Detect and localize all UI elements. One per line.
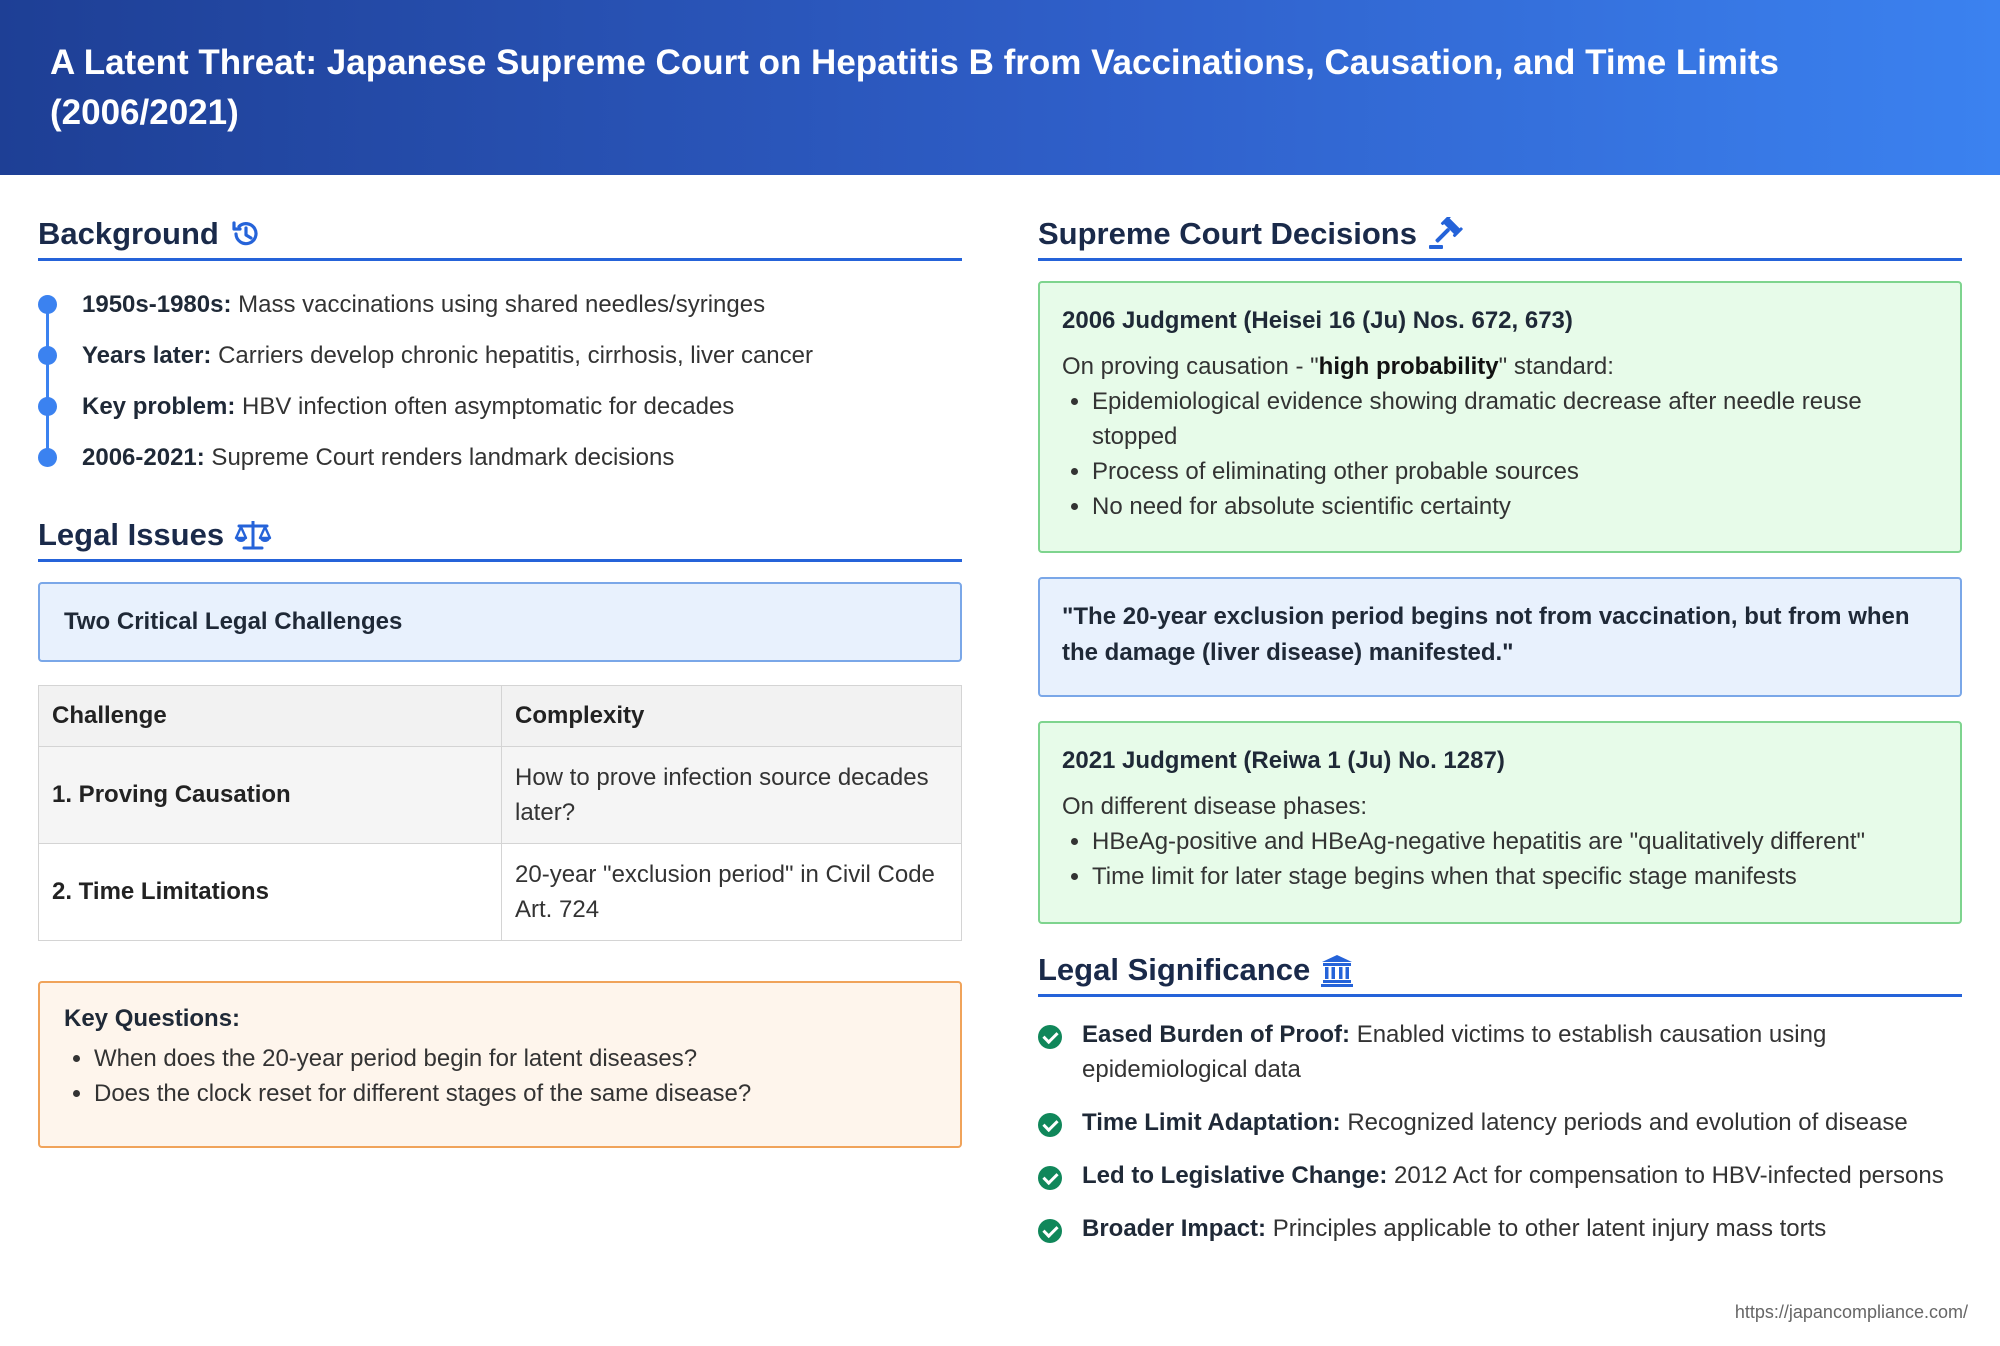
judgment-2006-intro-post: " standard: xyxy=(1498,353,1614,380)
judgment-2006-list xyxy=(1062,384,1938,524)
timeline-item xyxy=(38,381,962,432)
quote-text: "The 20-year exclusion period begins not from vaccination, but from when the damage (liver disease) manifested." xyxy=(1062,603,1910,666)
table-header-challenge: Challenge xyxy=(39,686,502,747)
legal-issues-heading xyxy=(38,513,962,562)
significance-list xyxy=(1038,1017,1962,1246)
judgment-2006-intro-bold: high probability xyxy=(1318,353,1499,380)
table-cell-complexity: 20-year "exclusion period" in Civil Code Art. 724 xyxy=(502,844,962,941)
significance-label: Eased Burden of Proof: xyxy=(1082,1021,1351,1048)
significance-label: Led to Legislative Change: xyxy=(1082,1162,1388,1189)
page-title: A Latent Threat: Japanese Supreme Court on Hepatitis B from Vaccinations, Causation, and Time Limits (2006/2021) xyxy=(50,43,1779,132)
judgment-2006-box xyxy=(1038,281,1962,553)
table-header-row xyxy=(39,686,962,747)
timeline-label: 2006-2021: xyxy=(82,443,205,471)
check-circle-icon xyxy=(1038,1166,1062,1190)
check-circle-icon xyxy=(1038,1219,1062,1243)
timeline-item xyxy=(38,279,962,330)
table-cell-challenge: 2. Time Limitations xyxy=(39,844,502,941)
timeline-text: HBV infection often asymptomatic for decades xyxy=(235,392,735,420)
judgment-2006-title: 2006 Judgment (Heisei 16 (Ju) Nos. 672, 673) xyxy=(1062,307,1573,334)
significance-text: Enabled victims to establish causation using epidemiological data xyxy=(1082,1021,1827,1083)
key-questions-list xyxy=(64,1041,936,1111)
list-item: • Process of eliminating other probable sources xyxy=(1092,454,1938,489)
list-item: • Epidemiological evidence showing dramatic decrease after needle reuse stopped xyxy=(1092,384,1938,454)
page-header xyxy=(0,0,2000,175)
history-icon xyxy=(229,217,263,251)
judgment-2021-title: 2021 Judgment (Reiwa 1 (Ju) No. 1287) xyxy=(1062,747,1505,774)
timeline-label: Key problem: xyxy=(82,392,236,420)
background-heading-text: Background xyxy=(38,216,219,251)
scale-icon xyxy=(234,518,268,552)
background-timeline xyxy=(38,279,962,483)
list-item: • HBeAg-positive and HBeAg-negative hepatitis are "qualitatively different" xyxy=(1092,824,1938,859)
timeline-item xyxy=(38,432,962,483)
timeline-item xyxy=(38,330,962,381)
decisions-heading-text: Supreme Court Decisions xyxy=(1038,216,1417,251)
check-circle-icon xyxy=(1038,1113,1062,1137)
timeline-label: Years later: xyxy=(82,341,212,369)
list-item xyxy=(1038,1211,1962,1246)
background-heading xyxy=(38,212,962,261)
judgment-2021-intro: On different disease phases: xyxy=(1062,793,1368,820)
significance-heading xyxy=(1038,948,1962,997)
list-item: • When does the 20-year period begin for latent diseases? xyxy=(94,1041,936,1076)
table-row xyxy=(39,844,962,941)
key-questions-box xyxy=(38,981,962,1148)
issues-table xyxy=(38,685,962,941)
table-row xyxy=(39,747,962,844)
quote-box xyxy=(1038,577,1962,697)
challenges-box-title: Two Critical Legal Challenges xyxy=(64,608,403,635)
table-cell-challenge: 1. Proving Causation xyxy=(39,747,502,844)
significance-label: Time Limit Adaptation: xyxy=(1082,1109,1341,1136)
list-item: • No need for absolute scientific certainty xyxy=(1092,489,1938,524)
footer-url: https://japancompliance.com/ xyxy=(1734,1302,1968,1322)
judgment-2021-list xyxy=(1062,824,1938,894)
key-questions-title: Key Questions: xyxy=(64,1005,241,1032)
timeline-dot xyxy=(38,346,57,365)
judgment-2006-intro-pre: On proving causation - " xyxy=(1062,353,1319,380)
institution-icon xyxy=(1320,953,1354,987)
right-column xyxy=(1038,212,1962,1246)
list-item: • Does the clock reset for different stages of the same disease? xyxy=(94,1076,936,1111)
significance-heading-text: Legal Significance xyxy=(1038,952,1311,987)
significance-label: Broader Impact: xyxy=(1082,1215,1267,1242)
judgment-2006-intro xyxy=(1062,349,1938,384)
list-item: • Time limit for later stage begins when that specific stage manifests xyxy=(1092,859,1938,894)
decisions-heading xyxy=(1038,212,1962,261)
challenges-box xyxy=(38,582,962,662)
significance-text: 2012 Act for compensation to HBV-infected persons xyxy=(1387,1162,1944,1189)
timeline-dot xyxy=(38,295,57,314)
list-item xyxy=(1038,1017,1962,1087)
timeline-text: Supreme Court renders landmark decisions xyxy=(204,443,675,471)
timeline-text: Mass vaccinations using shared needles/syringes xyxy=(231,290,766,318)
list-item xyxy=(1038,1158,1962,1193)
legal-issues-heading-text: Legal Issues xyxy=(38,517,225,552)
timeline-dot xyxy=(38,448,57,467)
left-column xyxy=(38,212,962,1148)
timeline-dot xyxy=(38,397,57,416)
judgment-2021-box xyxy=(1038,721,1962,924)
list-item xyxy=(1038,1105,1962,1140)
significance-text: Principles applicable to other latent injury mass torts xyxy=(1266,1215,1827,1242)
significance-text: Recognized latency periods and evolution of disease xyxy=(1340,1109,1908,1136)
timeline-text: Carriers develop chronic hepatitis, cirrhosis, liver cancer xyxy=(211,341,813,369)
table-header-complexity: Complexity xyxy=(502,686,962,747)
timeline-label: 1950s-1980s: xyxy=(82,290,232,318)
table-cell-complexity: How to prove infection source decades later? xyxy=(502,747,962,844)
gavel-icon xyxy=(1427,217,1461,251)
check-circle-icon xyxy=(1038,1025,1062,1049)
